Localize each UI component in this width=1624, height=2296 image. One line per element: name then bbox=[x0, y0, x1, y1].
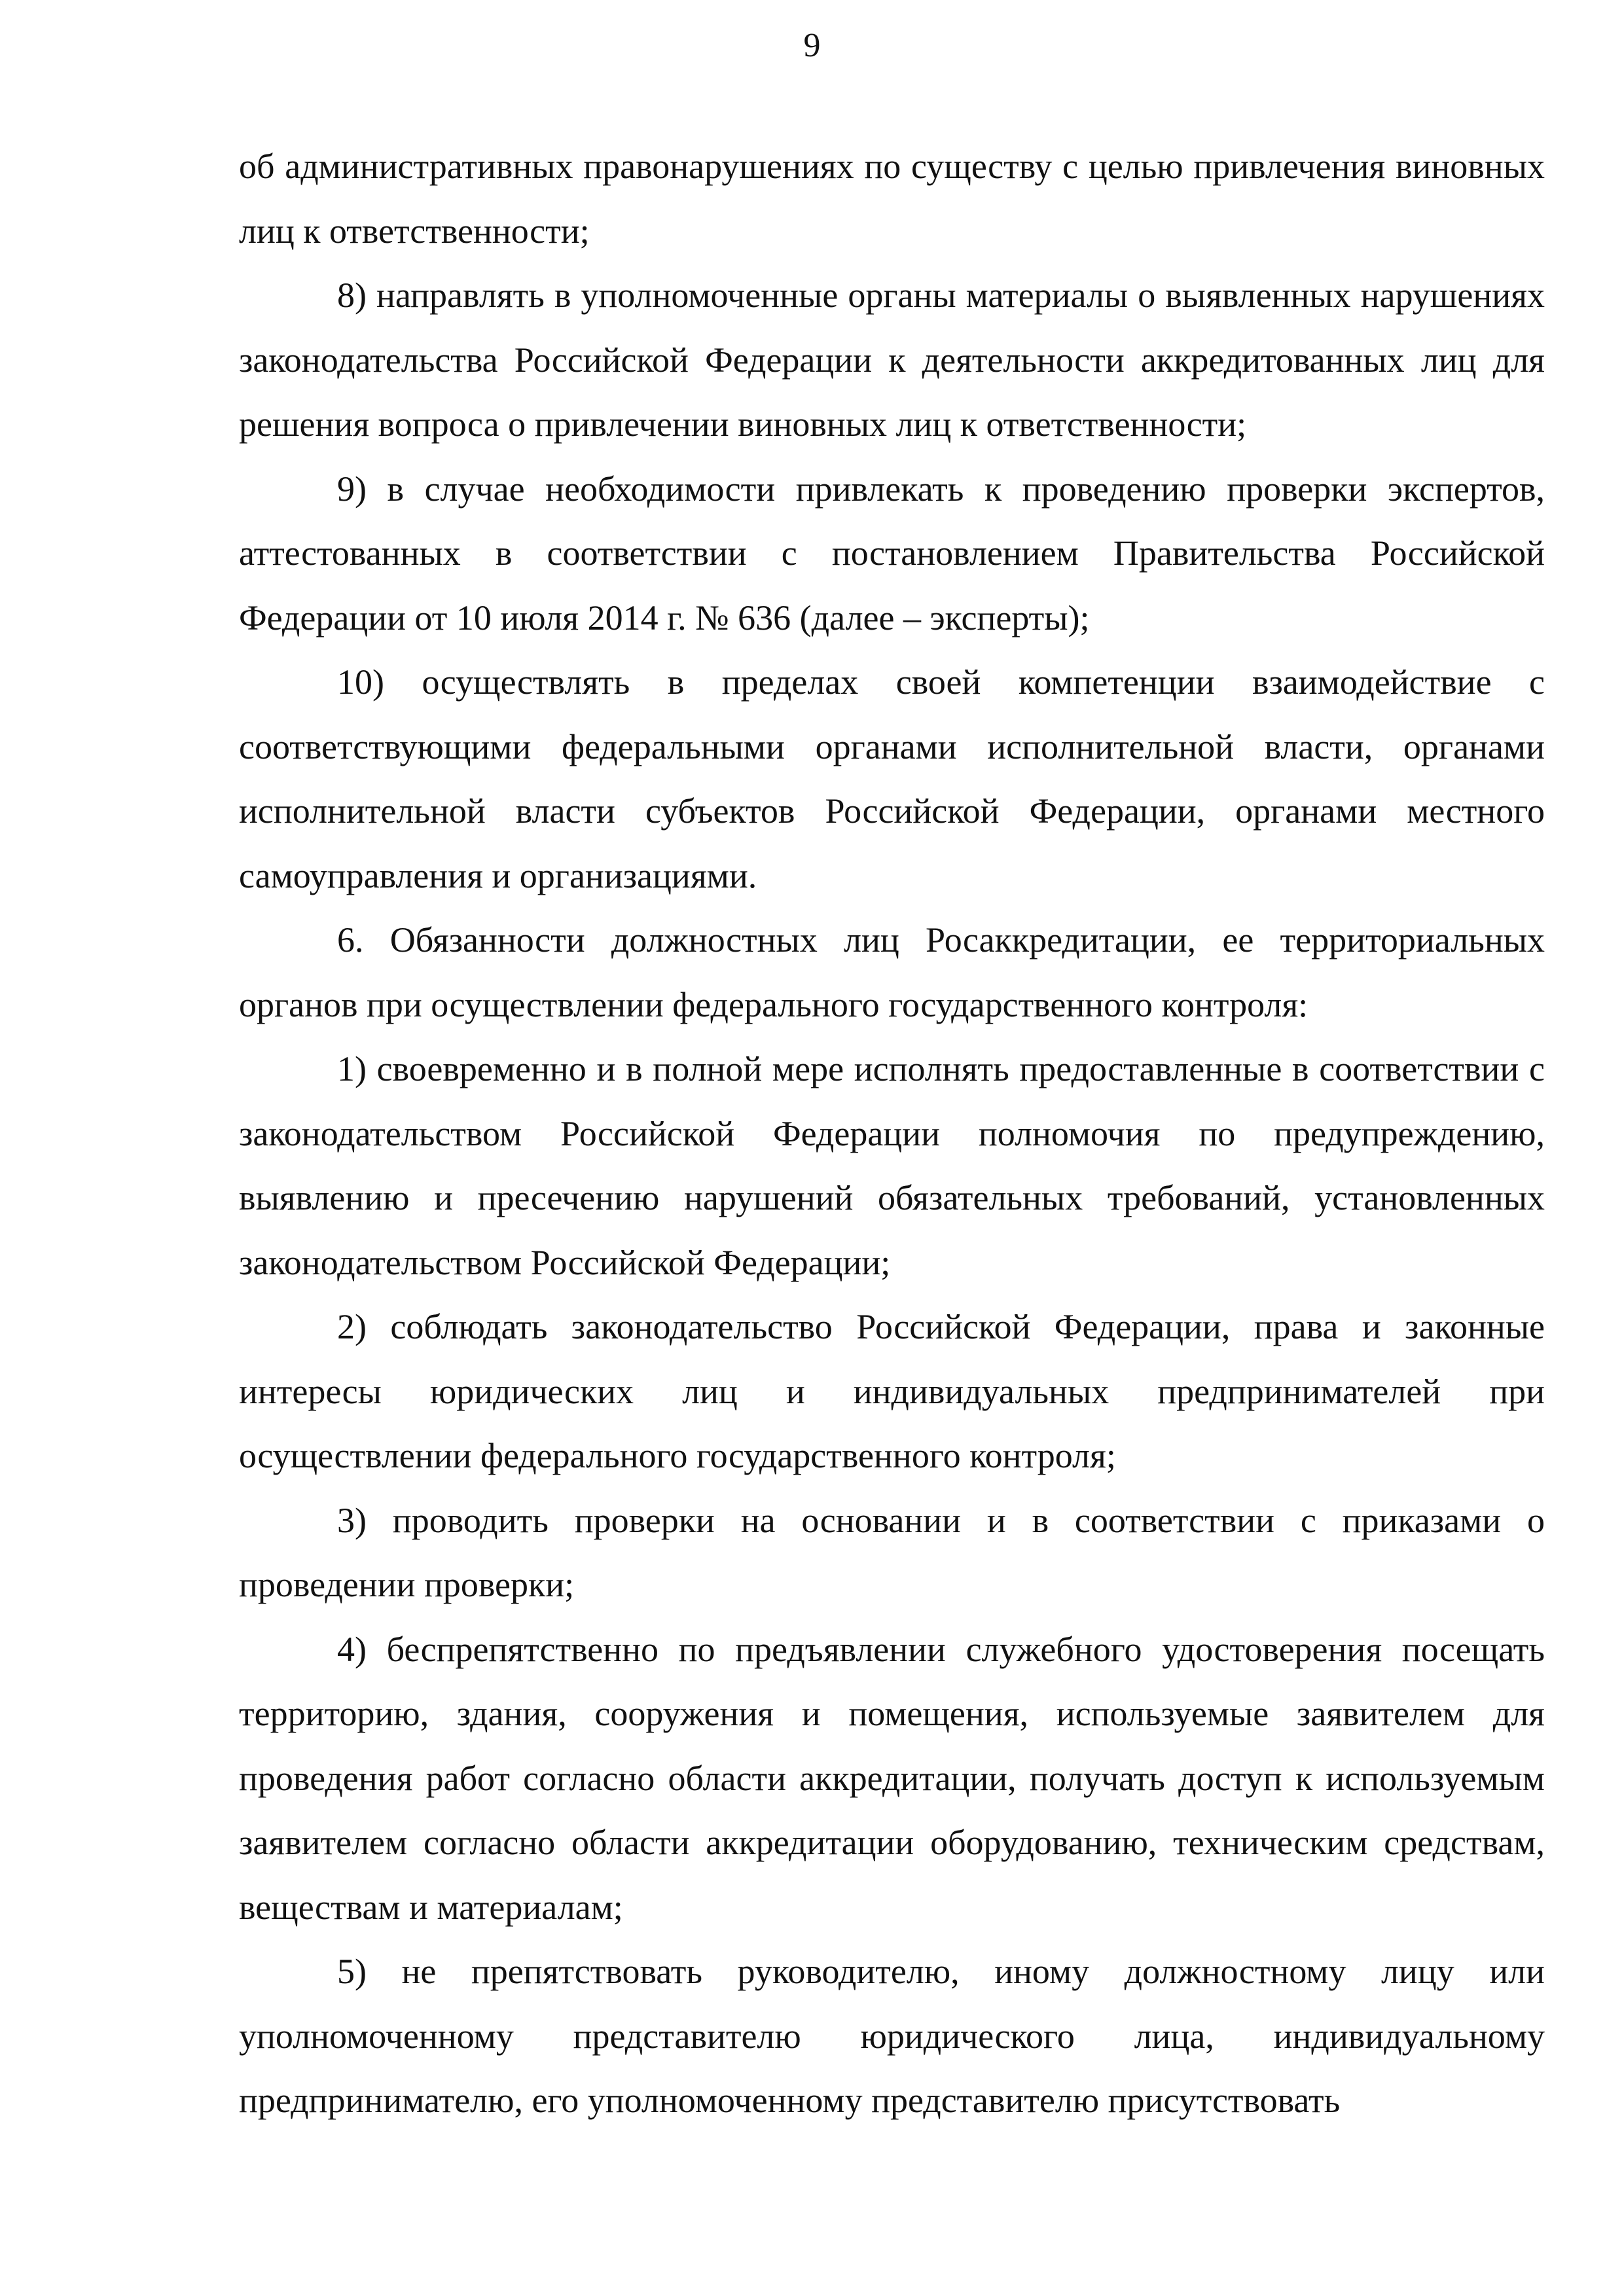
paragraph-continuation: об административных правонарушениях по существу с целью привлечения виновных лиц к ответственности; bbox=[239, 147, 1545, 251]
paragraph-item-9: 9) в случае необходимости привлекать к проведению проверки экспертов, аттестованных в соответствии с постановлением Правительства Российской Федерации от 10 июля 2014 г. № 636 (далее – эксперты); bbox=[239, 469, 1545, 637]
document-body bbox=[239, 134, 1545, 2133]
page-number: 9 bbox=[803, 27, 821, 64]
section-6-heading: 6. Обязанности должностных лиц Росаккредитации, ее территориальных органов при осуществлении федерального государственного контроля: bbox=[239, 920, 1545, 1024]
paragraph-item-8: 8) направлять в уполномоченные органы материалы о выявленных нарушениях законодательства Российской Федерации к деятельности аккредитованных лиц для решения вопроса о привлечении виновных лиц к ответственности; bbox=[239, 276, 1545, 444]
duty-item-1: 1) своевременно и в полной мере исполнять предоставленные в соответствии с законодательством Российской Федерации полномочия по предупреждению, выявлению и пресечению нарушений обязательных требований, установленных законодательством Российской Федерации; bbox=[239, 1049, 1545, 1282]
duty-item-3: 3) проводить проверки на основании и в соответствии с приказами о проведении проверки; bbox=[239, 1500, 1545, 1604]
paragraph-item-10: 10) осуществлять в пределах своей компетенции взаимодействие с соответствующими федеральными органами исполнительной власти, органами исполнительной власти субъектов Российской Федерации, органами местного самоуправления и организациями. bbox=[239, 662, 1545, 895]
duty-item-4: 4) беспрепятственно по предъявлении служебного удостоверения посещать территорию, здания, сооружения и помещения, используемые заявителем для проведения работ согласно области аккредитации, получать доступ к используемым заявителем согласно области аккредитации оборудованию, техническим средствам, веществам и материалам; bbox=[239, 1629, 1545, 1927]
duty-item-2: 2) соблюдать законодательство Российской Федерации, права и законные интересы юридических лиц и индивидуальных предпринимателей при осуществлении федерального государственного контроля; bbox=[239, 1307, 1545, 1475]
duty-item-5: 5) не препятствовать руководителю, иному должностному лицу или уполномоченному представителю юридического лица, индивидуальному предпринимателю, его уполномоченному представителю присутствовать bbox=[239, 1952, 1545, 2120]
